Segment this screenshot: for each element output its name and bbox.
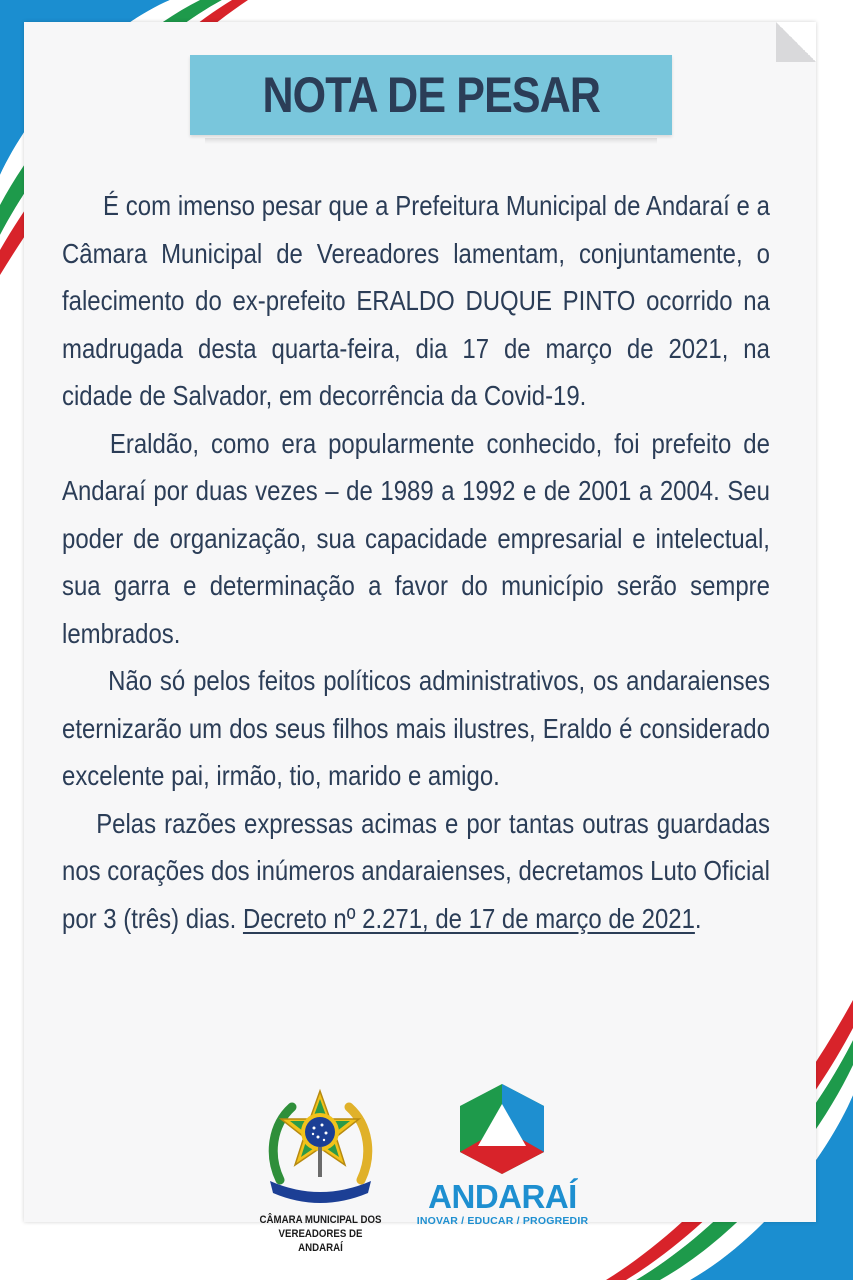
page-title: NOTA DE PESAR — [262, 67, 600, 123]
paragraph-4 — [62, 800, 770, 943]
paragraph-1 — [62, 182, 770, 420]
andarai-slogan: INOVAR / EDUCAR / PROGREDIR — [416, 1215, 589, 1227]
paragraph-4-end: . — [694, 902, 702, 934]
andarai-logo — [410, 1082, 595, 1242]
paragraph-2 — [62, 420, 770, 658]
paragraph-3 — [62, 657, 770, 800]
paragraph-2-text: Eraldão, como era popularmente conhecido, foi prefeito de Andaraí por duas vezes – de 1989 a 1992 e de 2001 a 2004. Seu poder de organização, sua capacidade empresarial e intelectual, sua garra e determinação a favor do município serão sempre lembrados. — [62, 427, 770, 649]
paragraph-3-text: Não só pelos feitos políticos administrativos, os andaraienses eternizarão um dos seus filhos mais ilustres, Eraldo é considerado excelente pai, irmão, tio, marido e amigo. — [62, 665, 770, 791]
title-shadow — [205, 138, 657, 144]
camara-logo — [258, 1085, 383, 1254]
camara-caption-line1: CÂMARA MUNICIPAL DOS — [259, 1214, 382, 1226]
paragraph-4-text: Pelas razões expressas acimas e por tantas outras guardadas nos corações dos inúmeros andaraienses, decretamos Luto Oficial por 3 (três) dias. — [62, 807, 770, 934]
decree-reference: Decreto nº 2.271, de 17 de março de 2021 — [242, 902, 695, 934]
notice-body — [62, 182, 770, 942]
page-fold — [776, 22, 816, 62]
brazil-coat-of-arms-icon — [258, 1085, 383, 1210]
camara-caption-line2: VEREADORES DE ANDARAÍ — [278, 1228, 363, 1254]
title-banner — [190, 55, 672, 135]
camara-caption — [257, 1213, 385, 1255]
andarai-hexagon-icon — [410, 1082, 595, 1178]
andarai-name: ANDARAÍ — [428, 1178, 577, 1215]
paragraph-1-text: É com imenso pesar que a Prefeitura Municipal de Andaraí e a Câmara Municipal de Vereadores lamentam, conjuntamente, o falecimento do ex-prefeito ERALDO DUQUE PINTO ocorrido na madrugada desta quarta-feira, dia 17 de março de 2021, na cidade de Salvador, em decorrência da Covid-19. — [62, 190, 770, 411]
